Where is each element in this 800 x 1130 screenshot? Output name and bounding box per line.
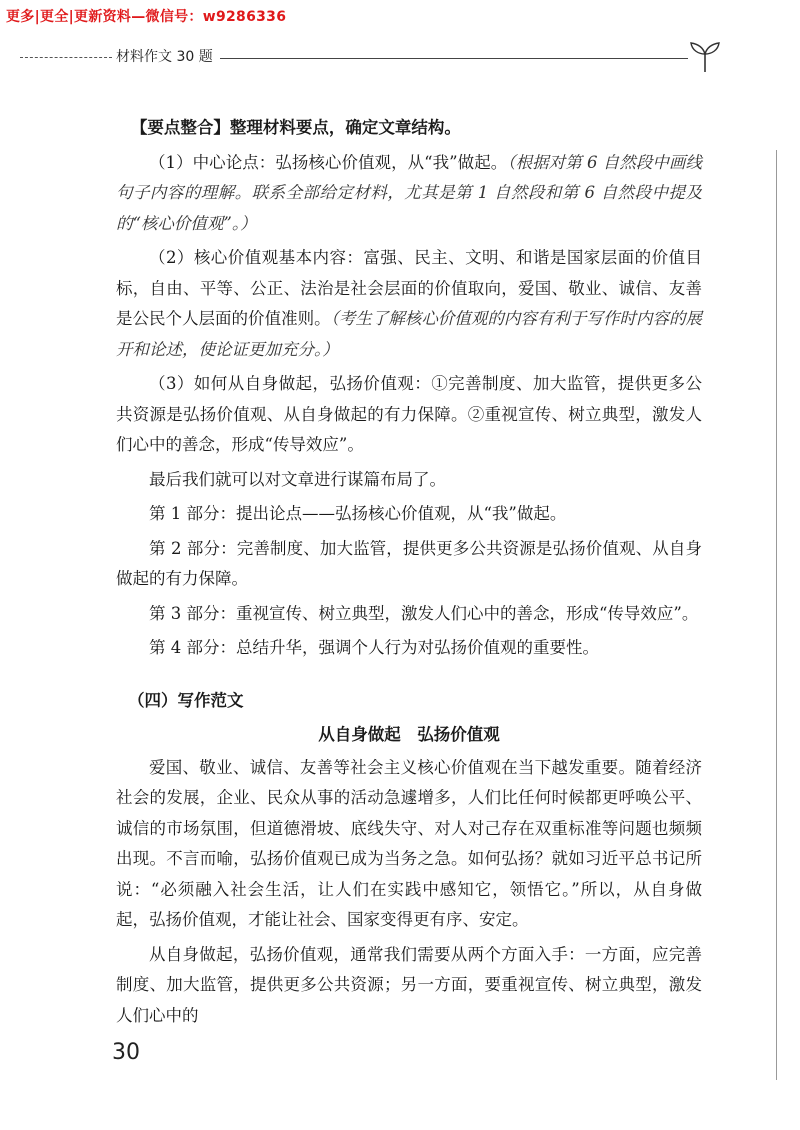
part-1: 第 1 部分：提出论点——弘扬核心价值观，从“我”做起。 (149, 504, 567, 523)
header-title: 材料作文 30 题 (116, 49, 213, 65)
point-2 (116, 243, 702, 365)
header-rule (220, 58, 688, 59)
essay-title: 从自身做起 弘扬价值观 (318, 725, 500, 744)
page-number: 30 (112, 1040, 140, 1065)
part-2: 第 2 部分：完善制度、加大监管，提供更多公共资源是弘扬价值观、从自身做起的有力保障。 (116, 538, 702, 588)
promo-banner: 更多|更全|更新资料—微信号：w9286336 (6, 9, 287, 25)
point-2-note: （考生了解核心价值观的内容有利于写作时内容的展开和论述，使论证更加充分。） (116, 309, 703, 359)
point-3: （3）如何从自身做起，弘扬价值观：①完善制度、加大监管，提供更多公共资源是弘扬价值观、从自身做起的有力保障。②重视宣传、树立典型，激发人们心中的善念，形成“传导效应”。 (116, 374, 702, 454)
part-3: 第 3 部分：重视宣传、树立典型，激发人们心中的善念，形成“传导效应”。 (149, 603, 699, 623)
page-edge-line (776, 150, 777, 1080)
header-dotted-line (20, 57, 112, 58)
point-1-text: （1）中心论点：弘扬核心价值观，从“我”做起。 (149, 152, 508, 172)
sprout-ornament-icon (688, 38, 722, 74)
page-content (116, 113, 702, 1031)
point-1-note: （根据对第 6 自然段中画线句子内容的理解。联系全部给定材料，尤其是第 1 自然段和第 6 自然段中提及的“核心价值观”。） (116, 152, 702, 233)
essay-paragraph-2: 从自身做起，弘扬价值观，通常我们需要从两个方面入手：一方面，应完善制度、加大监管，提供更多公共资源；另一方面，要重视宣传、树立典型，激发人们心中的 (116, 944, 702, 1025)
part-4: 第 4 部分：总结升华，强调个人行为对弘扬价值观的重要性。 (149, 638, 599, 657)
section-heading: （四）写作范文 (128, 690, 244, 710)
point-2-text: （2）核心价值观基本内容：富强、民主、文明、和谐是国家层面的价值目标，自由、平等、公正、法治是社会层面的价值取向，爱国、敬业、诚信、友善是公民个人层面的价值准则。 (116, 248, 702, 328)
running-header (20, 44, 720, 70)
key-points-heading: 【要点整合】整理材料要点，确定文章结构。 (130, 118, 461, 137)
point-1 (116, 148, 702, 240)
layout-intro: 最后我们就可以对文章进行谋篇布局了。 (149, 469, 446, 489)
essay-paragraph-1: 爱国、敬业、诚信、友善等社会主义核心价值观在当下越发重要。随着经济社会的发展，企业、民众从事的活动急遽增多，人们比任何时候都更呼唤公平、诚信的市场氛围，但道德滑坡、底线失守、对人对己存在双重标准等问题也频频出现。不言而喻，弘扬价值观已成为当务之急。如何弘扬？就如习近平总书记所说：“必须融入社会生活，让人们在实践中感知它，领悟它。”所以，从自身做起，弘扬价值观，才能让社会、国家变得更有序、安定。 (116, 757, 702, 929)
